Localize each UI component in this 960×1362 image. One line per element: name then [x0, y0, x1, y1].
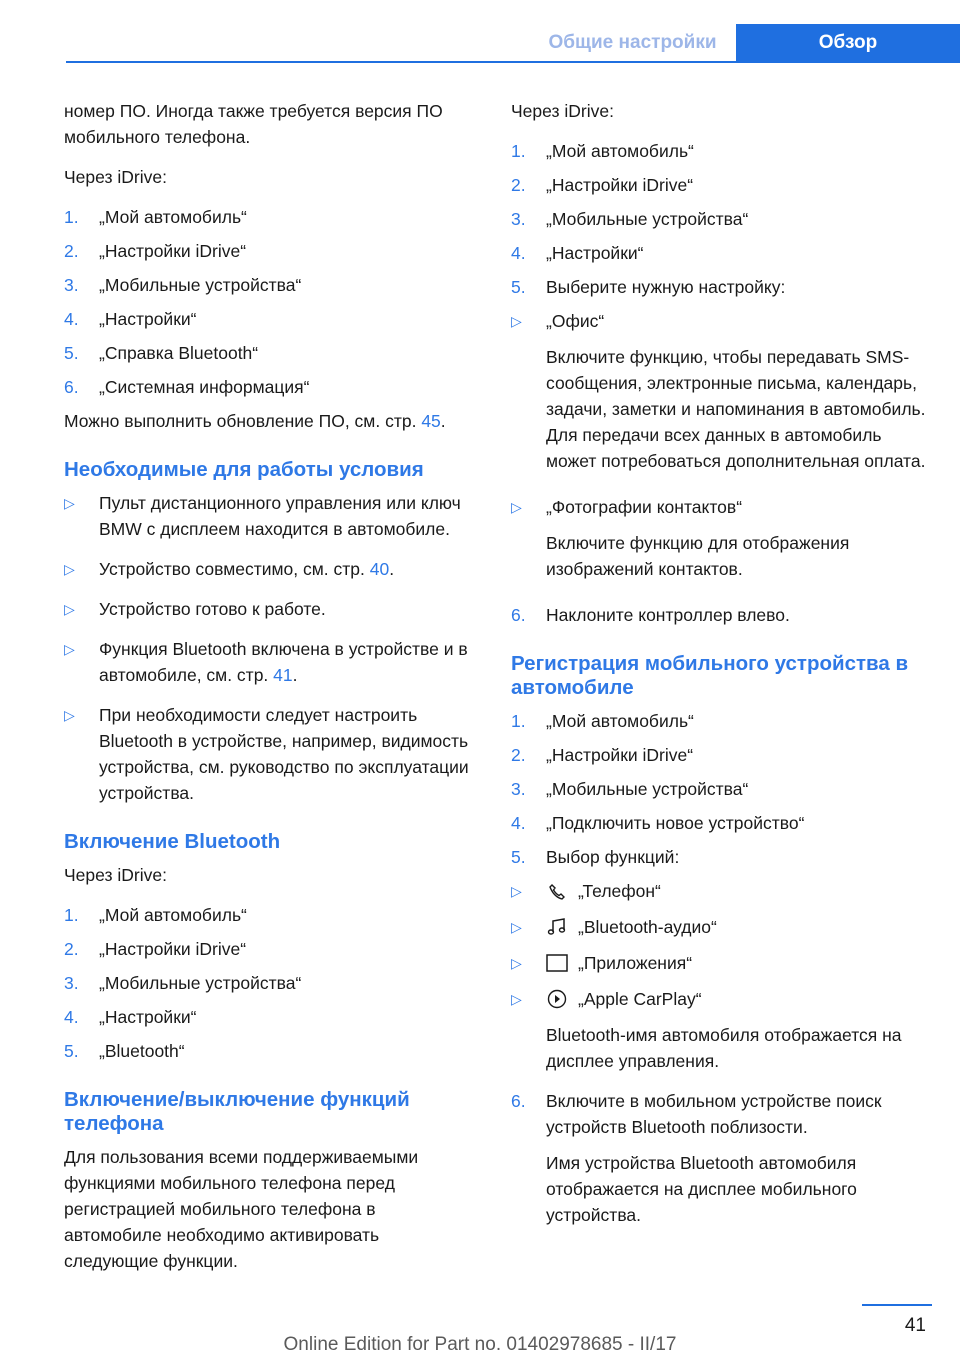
page-link[interactable]: 41 — [273, 665, 293, 685]
footer-edition: Online Edition for Part no. 01402978685 - II/17 — [283, 1334, 677, 1355]
list-item: 4. „Подключить новое устройство“ — [511, 813, 805, 833]
list-item: 4. „Настройки“ — [511, 243, 644, 263]
steps-list — [64, 204, 476, 400]
triangle-bullet-icon: ▷ — [511, 991, 522, 1007]
list-item: ▷ Устройство совместимо, см. стр. 40. — [64, 556, 476, 582]
list-item: 1. „Мой автомобиль“ — [64, 207, 247, 227]
triangle-bullet-icon: ▷ — [64, 561, 75, 577]
triangle-bullet-icon: ▷ — [511, 499, 522, 515]
list-item: 2. „Настройки iDrive“ — [511, 175, 694, 195]
header-rule — [66, 61, 960, 63]
right-column — [511, 98, 931, 1246]
section-heading: Включение/выключение функций телефона — [64, 1088, 410, 1135]
conditions-list — [64, 490, 476, 806]
list-item: 1. „Мой автомобиль“ — [511, 141, 694, 161]
via-idrive-label: Через iDrive: — [511, 101, 614, 121]
steps-list — [511, 602, 931, 628]
list-item: ▷ „Apple CarPlay“ — [511, 986, 931, 1012]
triangle-bullet-icon: ▷ — [64, 707, 75, 723]
steps-list — [64, 902, 476, 1064]
footer-rule — [862, 1304, 932, 1306]
list-item: ▷ „Телефон“ — [511, 878, 931, 904]
function-options-list — [511, 878, 931, 1012]
bt-name-text: Bluetooth-имя автомобиля отображается на дисплее управления. — [546, 1025, 902, 1071]
section-heading: Включение Bluetooth — [64, 830, 281, 853]
update-text: Можно выполнить обновление ПО, см. стр. 45. — [64, 411, 446, 431]
section-heading: Регистрация мобильного устройства в автомобиле — [511, 652, 909, 699]
list-item: 4. „Настройки“ — [64, 309, 197, 329]
list-item: ▷ „Приложения“ — [511, 950, 931, 976]
list-item: 2. „Настройки iDrive“ — [64, 939, 247, 959]
list-item: ▷ При необходимости следует настроить Bluetooth в устройстве, например, видимость устройства, см. руководство по эксплуатации устройства. — [64, 702, 476, 806]
via-idrive-label: Через iDrive: — [64, 865, 167, 885]
list-item: ▷ Пульт дистанционного управления или ключ BMW с дисплеем находится в автомобиле. — [64, 490, 476, 542]
phone-icon — [546, 881, 568, 903]
list-item: 6. Наклоните контроллер влево. — [511, 605, 790, 625]
intro-text: номер ПО. Иногда также требуется версия ПО мобильного телефона. — [64, 101, 443, 147]
page-number: 41 — [904, 1315, 926, 1336]
list-item: 3. „Мобильные устройства“ — [511, 779, 749, 799]
list-item: 2. „Настройки iDrive“ — [64, 241, 247, 261]
list-item: ▷ „Фотографии контактов“ Включите функцию для отображения изображений контактов. — [511, 494, 931, 592]
page-link[interactable]: 40 — [369, 559, 390, 579]
list-item: 6. Включите в мобильном устройстве поиск устройств Bluetooth поблизости. Имя устройства Bluetooth автомобиля отображается на дисплее мобильного устройства. — [511, 1091, 882, 1225]
header-tabs — [529, 24, 960, 62]
list-item: 5. „Справка Bluetooth“ — [64, 343, 259, 363]
list-item: ▷ „Офис“ Включите функцию, чтобы передавать SMS-сообщения, электронные письма, календарь, задачи, заметки и напоминания в автомобиль. Для передачи всех данных в автомобиль может потребоваться дополнительная оплата. — [511, 308, 931, 484]
music-note-icon — [546, 916, 568, 938]
triangle-bullet-icon: ▷ — [64, 641, 75, 657]
section-heading: Необходимые для работы условия — [64, 458, 424, 481]
triangle-bullet-icon: ▷ — [511, 313, 522, 329]
list-item: 1. „Мой автомобиль“ — [511, 711, 694, 731]
list-item: 1. „Мой автомобиль“ — [64, 905, 247, 925]
triangle-bullet-icon: ▷ — [511, 883, 522, 899]
left-column — [64, 98, 476, 1288]
triangle-bullet-icon: ▷ — [64, 601, 75, 617]
active-tab[interactable]: Обзор — [736, 24, 960, 62]
list-item: 2. „Настройки iDrive“ — [511, 745, 694, 765]
functions-text: Для пользования всеми поддерживаемыми функциями мобильного телефона перед регистрацией мобильного телефона в автомобиле необходимо активировать следующие функции. — [64, 1147, 419, 1271]
triangle-bullet-icon: ▷ — [511, 919, 522, 935]
triangle-bullet-icon: ▷ — [511, 955, 522, 971]
list-item: 5. Выберите нужную настройку: — [511, 277, 786, 297]
steps-list — [511, 708, 931, 870]
list-item: 3. „Мобильные устройства“ — [64, 973, 302, 993]
list-item: ▷ Функция Bluetooth включена в устройстве и в автомобиле, см. стр. 41. — [64, 636, 476, 688]
list-item: 6. „Системная информация“ — [64, 377, 310, 397]
list-item: 5. „Bluetooth“ — [64, 1041, 185, 1061]
section-tab[interactable]: Общие настройки — [529, 24, 736, 62]
page-link[interactable]: 45 — [421, 411, 441, 431]
list-item: ▷ „Bluetooth-аудио“ — [511, 914, 931, 940]
carplay-icon — [546, 988, 568, 1010]
triangle-bullet-icon: ▷ — [64, 495, 75, 511]
steps-list — [511, 138, 931, 300]
list-item: ▷ Устройство готово к работе. — [64, 596, 476, 622]
list-item: 3. „Мобильные устройства“ — [64, 275, 302, 295]
steps-list — [511, 1088, 931, 1238]
settings-list — [511, 308, 931, 592]
list-item: 5. Выбор функций: — [511, 847, 680, 867]
list-item: 3. „Мобильные устройства“ — [511, 209, 749, 229]
apps-square-icon — [546, 952, 568, 974]
via-idrive-label: Через iDrive: — [64, 167, 167, 187]
list-item: 4. „Настройки“ — [64, 1007, 197, 1027]
